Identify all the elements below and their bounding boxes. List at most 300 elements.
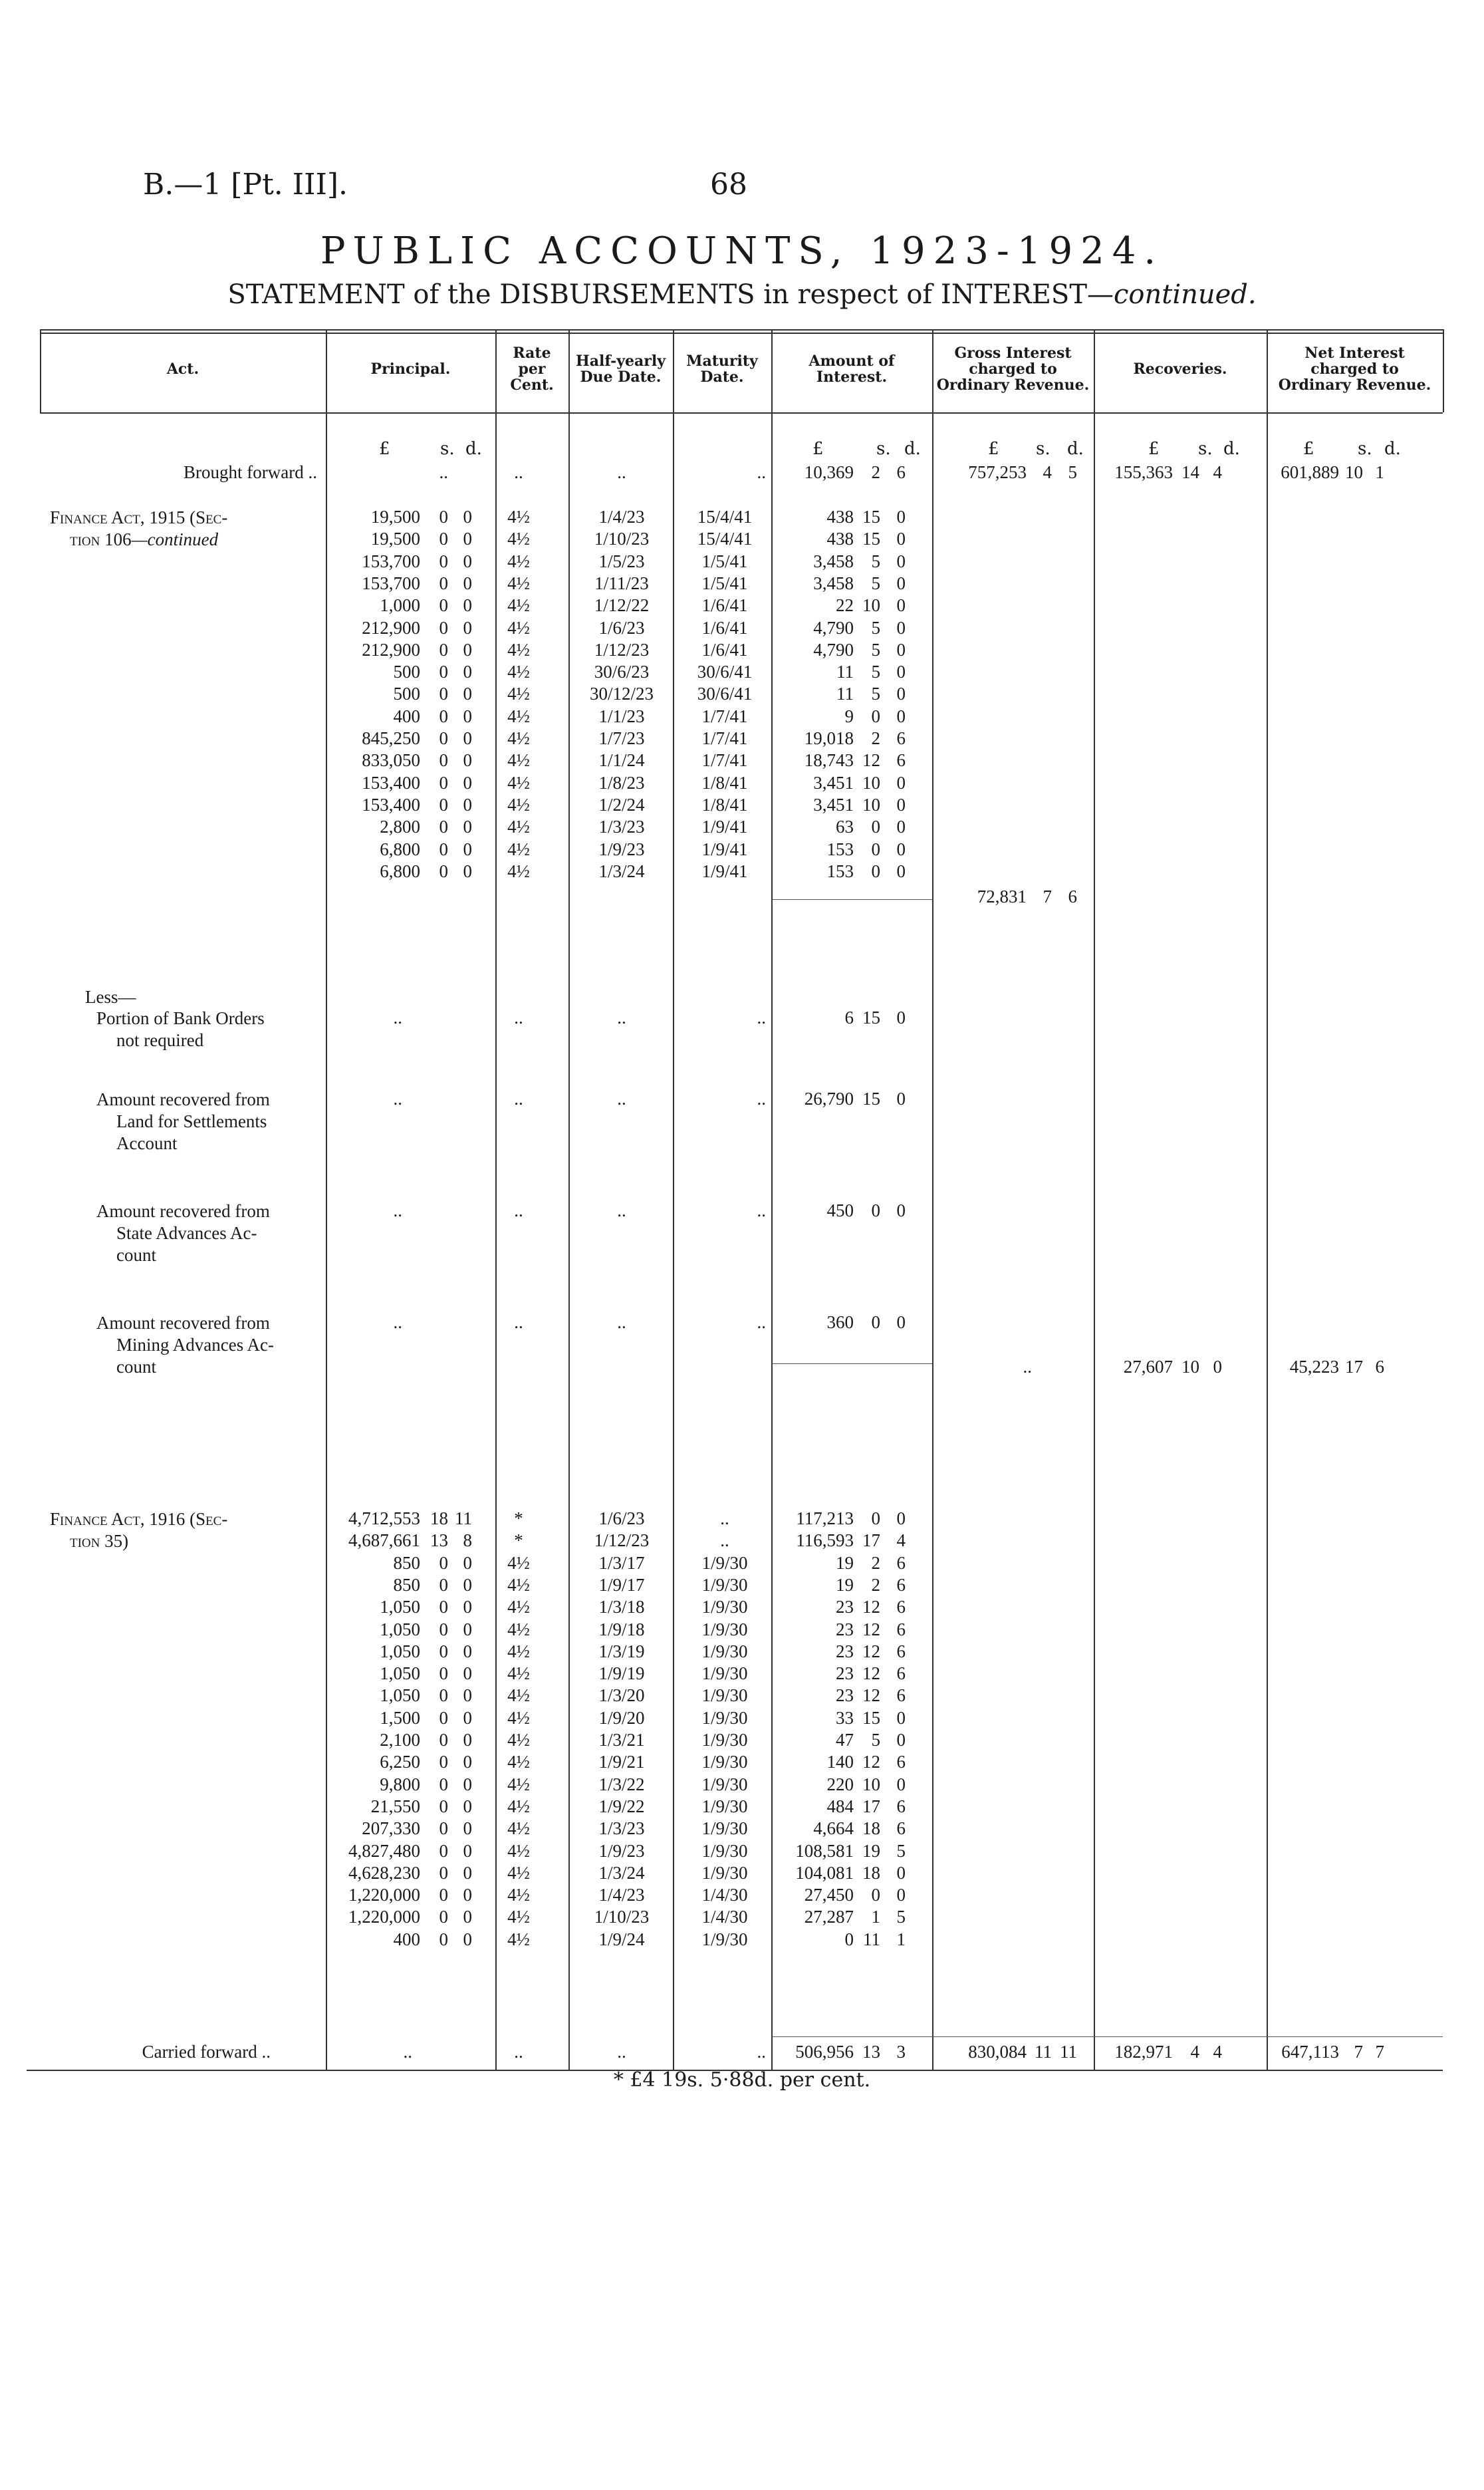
amount-shillings: 2: [871, 462, 880, 482]
unit-pence: d.: [1223, 439, 1240, 459]
principal-shillings: 0: [439, 529, 448, 549]
principal-pence: 0: [463, 662, 472, 682]
table-row: [0, 1663, 1484, 1685]
amount-pence: 0: [896, 1862, 906, 1883]
due-date-cell: 1/3/22: [598, 1774, 645, 1794]
principal-pounds: 845,250: [362, 728, 420, 748]
rate-cell: 4½: [507, 817, 530, 837]
col-header-amount: Amount of Interest.: [808, 352, 895, 386]
principal-pounds: 153,700: [362, 551, 420, 571]
maturity-cell: 1/9/30: [701, 1840, 748, 1861]
recoveries-pounds: 27,607: [1123, 1357, 1173, 1377]
principal-pence: 0: [463, 684, 472, 704]
subtitle-main: STATEMENT of the DISBURSEMENTS in respect of INTEREST: [227, 279, 1087, 310]
due-date-cell: 1/10/23: [594, 1907, 650, 1927]
rate-cell: 4½: [507, 1752, 530, 1772]
table-row: [0, 1907, 1484, 1929]
principal-pounds: 1,220,000: [348, 1907, 420, 1927]
amount-pence: 0: [896, 1200, 906, 1220]
principal-pence: 8: [463, 1530, 472, 1551]
amount-pence: 0: [896, 706, 906, 726]
amount-pence: 6: [896, 1796, 906, 1816]
amount-pounds: 26,790: [804, 1089, 854, 1109]
principal-shillings: 0: [439, 1707, 448, 1728]
due-date-cell: 1/8/23: [598, 772, 645, 793]
maturity-cell: 1/9/30: [701, 1641, 748, 1661]
rate-cell: ..: [514, 1312, 523, 1332]
principal-pounds: 207,330: [362, 1818, 420, 1839]
amount-shillings: 11: [863, 1929, 880, 1949]
principal-pounds: 1,050: [380, 1641, 420, 1661]
due-date-cell: 1/3/18: [598, 1597, 645, 1617]
maturity-cell: 15/4/41: [697, 529, 753, 549]
amount-pence: 0: [896, 861, 906, 881]
amount-pence: 6: [896, 1818, 906, 1839]
amount-pence: 0: [896, 529, 906, 549]
rate-cell: *: [514, 1530, 523, 1551]
amount-pence: 0: [896, 639, 906, 660]
rate-cell: 4½: [507, 1685, 530, 1706]
maturity-cell: ..: [757, 1200, 766, 1220]
maturity-cell: 1/9/41: [701, 861, 748, 881]
rate-cell: 4½: [507, 1730, 530, 1750]
maturity-cell: 15/4/41: [697, 507, 753, 527]
amount-pence: 6: [896, 1552, 906, 1573]
amount-pounds: 116,593: [796, 1530, 854, 1551]
principal-pence: 0: [463, 573, 472, 593]
amount-shillings: 12: [862, 1619, 880, 1639]
principal-pence: 0: [463, 750, 472, 771]
amount-pence: 0: [896, 684, 906, 704]
due-date-cell: 1/9/24: [598, 1929, 645, 1949]
amount-pounds: 153: [826, 861, 854, 881]
table-row: [0, 1641, 1484, 1663]
amount-pounds: 484: [826, 1796, 854, 1816]
amount-pence: 0: [896, 507, 906, 527]
maturity-cell: 1/9/30: [701, 1574, 748, 1595]
due-date-cell: 1/10/23: [594, 529, 650, 549]
maturity-cell: 1/7/41: [701, 706, 748, 726]
amount-pounds: 27,450: [804, 1885, 854, 1905]
amount-pence: 0: [896, 617, 906, 638]
principal-pence: 0: [463, 1730, 472, 1750]
unit-shilling: s.: [876, 439, 891, 459]
principal-shillings: 0: [439, 861, 448, 881]
table-row: [0, 1575, 1484, 1597]
principal-pence: 0: [463, 507, 472, 527]
table-row: [0, 1774, 1484, 1796]
principal-pence: 0: [463, 617, 472, 638]
table-row: [0, 839, 1484, 861]
amount-pounds: 19: [836, 1574, 854, 1595]
amount-shillings: 2: [871, 728, 880, 748]
recoveries-pence: 0: [1213, 1357, 1222, 1377]
principal-pence: 0: [463, 1929, 472, 1949]
less-item-line: Portion of Bank Orders: [96, 1008, 265, 1028]
principal-pence: 0: [463, 1663, 472, 1684]
maturity-cell: 1/7/41: [701, 728, 748, 748]
less-totals-row: [0, 1357, 1484, 1379]
rate-cell: ..: [514, 1008, 523, 1028]
principal-pounds: 6,250: [380, 1752, 420, 1772]
amount-pounds: 506,956: [795, 2042, 854, 2062]
gross-cell: ..: [1023, 1357, 1032, 1377]
table-row: [0, 861, 1484, 883]
gross-pounds: 757,253: [968, 462, 1027, 482]
principal-pounds: 850: [393, 1574, 420, 1595]
rate-cell: 4½: [507, 1707, 530, 1728]
due-date-cell: 1/3/24: [598, 1862, 645, 1883]
amount-shillings: 10: [862, 794, 880, 815]
page-title: PUBLIC ACCOUNTS, 1923-1924.: [320, 229, 1164, 273]
table-row: [0, 706, 1484, 728]
amount-pounds: 6: [844, 1008, 854, 1028]
amount-pounds: 3,458: [813, 551, 854, 571]
carried-forward-rule: [773, 2036, 1443, 2037]
amount-pence: 6: [896, 728, 906, 748]
due-date-cell: 1/4/23: [598, 507, 645, 527]
principal-pence: 11: [455, 1508, 472, 1528]
carried-forward-label: Carried forward ..: [142, 2042, 271, 2062]
principal-pence: 0: [463, 728, 472, 748]
amount-shillings: 17: [862, 1530, 880, 1551]
less-item-line: Amount recovered from: [96, 1201, 270, 1221]
principal-shillings: 0: [439, 1641, 448, 1661]
due-date-cell: ..: [617, 1200, 626, 1220]
gross-pence: 5: [1068, 462, 1077, 482]
principal-cell: ..: [393, 1312, 402, 1332]
principal-pounds: 500: [393, 662, 420, 682]
principal-shillings: 0: [439, 794, 448, 815]
principal-pounds: 4,628,230: [348, 1862, 420, 1883]
due-date-cell: 1/11/23: [594, 573, 649, 593]
statement-subtitle: [0, 279, 1484, 310]
rate-cell: 4½: [507, 1574, 530, 1595]
principal-shillings: 0: [439, 817, 448, 837]
maturity-cell: 1/4/30: [701, 1885, 748, 1905]
principal-pence: 0: [463, 1774, 472, 1794]
maturity-cell: 1/9/30: [701, 1707, 748, 1728]
act-1915-title-section: tion 106: [70, 529, 132, 549]
table-row: [0, 1597, 1484, 1619]
unit-shilling: s.: [1036, 439, 1051, 459]
amount-shillings: 12: [862, 750, 880, 771]
amount-shillings: 15: [862, 529, 880, 549]
principal-shillings: 0: [439, 1730, 448, 1750]
less-item-line: Amount recovered from: [96, 1313, 270, 1333]
maturity-cell: 1/9/30: [701, 1818, 748, 1839]
rate-cell: ..: [514, 1200, 523, 1220]
unit-shilling: s.: [440, 439, 455, 459]
amount-shillings: 0: [871, 1885, 880, 1905]
less-item-line: Mining Advances Ac-: [116, 1335, 274, 1355]
rate-cell: 4½: [507, 529, 530, 549]
table-row: [0, 1730, 1484, 1752]
rate-cell: 4½: [507, 595, 530, 616]
maturity-cell: 1/8/41: [701, 772, 748, 793]
rate-cell: ..: [514, 2042, 523, 2062]
principal-pounds: 6,800: [380, 861, 420, 881]
rate-cell: 4½: [507, 750, 530, 771]
amount-pounds: 22: [836, 595, 854, 616]
col-header-act: Act.: [166, 360, 199, 378]
amount-shillings: 5: [871, 551, 880, 571]
principal-pounds: 153,700: [362, 573, 420, 593]
amount-pence: 4: [896, 1530, 906, 1551]
recoveries-shillings: 14: [1181, 462, 1199, 482]
due-date-cell: 1/3/24: [598, 861, 645, 881]
rate-cell: 4½: [507, 839, 530, 859]
amount-shillings: 12: [862, 1685, 880, 1706]
recoveries-pence: 4: [1213, 462, 1222, 482]
maturity-cell: 1/9/30: [701, 1752, 748, 1772]
recoveries-shillings: 10: [1181, 1357, 1199, 1377]
gross-shillings: 4: [1043, 462, 1052, 482]
less-item-line: Account: [116, 1133, 178, 1153]
net-pounds: 647,113: [1281, 2042, 1339, 2062]
principal-pounds: 1,500: [380, 1707, 420, 1728]
principal-shillings: 0: [439, 507, 448, 527]
rate-cell: 4½: [507, 1597, 530, 1617]
due-date-cell: 1/9/21: [598, 1752, 645, 1772]
amount-pounds: 153: [826, 839, 854, 859]
principal-shillings: 0: [439, 706, 448, 726]
amount-shillings: 15: [862, 1008, 880, 1028]
act-1916-title-line1: Finance Act, 1916 (Sec-: [50, 1509, 228, 1529]
maturity-cell: 1/9/30: [701, 1796, 748, 1816]
amount-pence: 0: [896, 1312, 906, 1332]
act-1916-heading: [50, 1508, 227, 1552]
principal-shillings: 0: [439, 1840, 448, 1861]
unit-pence: d.: [1384, 439, 1401, 459]
less-row-state-advances: [0, 1200, 1484, 1222]
principal-shillings: 0: [439, 1796, 448, 1816]
amount-pounds: 23: [836, 1597, 854, 1617]
principal-shillings: 0: [439, 1885, 448, 1905]
rate-cell: 4½: [507, 728, 530, 748]
amount-pence: 5: [896, 1907, 906, 1927]
table-row: [0, 1841, 1484, 1863]
amount-pence: 0: [896, 662, 906, 682]
amount-pence: 0: [896, 595, 906, 616]
principal-pounds: 4,687,661: [348, 1530, 420, 1551]
unit-pound: £: [988, 439, 999, 459]
principal-pence: 0: [463, 529, 472, 549]
amount-pence: 0: [896, 817, 906, 837]
rate-cell: 4½: [507, 1619, 530, 1639]
principal-pounds: 212,900: [362, 617, 420, 638]
maturity-cell: 1/4/30: [701, 1907, 748, 1927]
maturity-cell: 1/9/30: [701, 1597, 748, 1617]
table-row: [0, 1818, 1484, 1840]
table-row: [0, 1863, 1484, 1885]
amount-pence: 3: [896, 2042, 906, 2062]
gross-shillings: 7: [1043, 887, 1052, 906]
amount-pounds: 11: [836, 662, 854, 682]
amount-pounds: 3,451: [813, 794, 854, 815]
principal-shillings: 0: [439, 1574, 448, 1595]
amount-pounds: 104,081: [795, 1862, 854, 1883]
amount-shillings: 2: [871, 1574, 880, 1595]
principal-pounds: 1,050: [380, 1619, 420, 1639]
amount-pounds: 117,213: [796, 1508, 854, 1528]
principal-pounds: 1,050: [380, 1685, 420, 1706]
amount-pounds: 0: [844, 1929, 854, 1949]
rate-cell: ..: [514, 1089, 523, 1109]
maturity-cell: 30/6/41: [697, 662, 753, 682]
maturity-cell: 1/9/30: [701, 1929, 748, 1949]
amount-shillings: 10: [862, 1774, 880, 1794]
less-heading: Less—: [85, 987, 136, 1007]
principal-shillings: 0: [439, 551, 448, 571]
rate-cell: 4½: [507, 1552, 530, 1573]
principal-shillings: 0: [439, 662, 448, 682]
due-date-cell: 1/3/23: [598, 1818, 645, 1839]
due-date-cell: ..: [617, 1089, 626, 1109]
amount-pence: 0: [896, 1089, 906, 1109]
unit-pound: £: [379, 439, 390, 459]
amount-shillings: 15: [862, 507, 880, 527]
table-row: [0, 817, 1484, 839]
amount-shillings: 10: [862, 772, 880, 793]
net-pounds: 601,889: [1281, 462, 1339, 482]
due-date-cell: 1/5/23: [598, 551, 645, 571]
rate-cell: 4½: [507, 507, 530, 527]
rate-cell: 4½: [507, 1641, 530, 1661]
table-row: [0, 684, 1484, 706]
due-date-cell: ..: [617, 1312, 626, 1332]
amount-pounds: 438: [826, 529, 854, 549]
principal-shillings: 0: [439, 772, 448, 793]
principal-pounds: 1,000: [380, 595, 420, 616]
principal-shillings: 0: [439, 1619, 448, 1639]
table-row: [0, 507, 1484, 529]
amount-shillings: 12: [862, 1597, 880, 1617]
due-date-cell: 1/3/21: [598, 1730, 645, 1750]
amount-pounds: 140: [826, 1752, 854, 1772]
maturity-cell: 1/9/41: [701, 839, 748, 859]
maturity-cell: 1/9/30: [701, 1685, 748, 1706]
amount-shillings: 13: [862, 2042, 880, 2062]
principal-pounds: 19,500: [370, 529, 420, 549]
rate-cell: 4½: [507, 1818, 530, 1839]
principal-pence: 0: [463, 595, 472, 616]
principal-shillings: 0: [439, 1663, 448, 1684]
amount-pounds: 4,790: [813, 617, 854, 638]
due-date-cell: 1/9/23: [598, 839, 645, 859]
rate-cell: 4½: [507, 861, 530, 881]
amount-pence: 6: [896, 750, 906, 771]
amount-pounds: 108,581: [795, 1840, 854, 1861]
rate-cell: 4½: [507, 1840, 530, 1861]
subtitle-suffix: —continued.: [1087, 279, 1257, 310]
due-date-cell: ..: [617, 2042, 626, 2062]
due-date-cell: 1/6/23: [598, 617, 645, 638]
amount-pence: 0: [896, 1508, 906, 1528]
principal-shillings: 0: [439, 1752, 448, 1772]
due-date-cell: 1/3/20: [598, 1685, 645, 1706]
table-row: [0, 618, 1484, 640]
table-top-rule: [40, 329, 1443, 331]
due-date-cell: 1/9/23: [598, 1840, 645, 1861]
principal-shillings: 0: [439, 1597, 448, 1617]
table-row: [0, 1708, 1484, 1730]
act-1915-title-continued: —continued: [131, 529, 219, 549]
maturity-cell: 1/9/30: [701, 1619, 748, 1639]
principal-pounds: 4,827,480: [348, 1840, 420, 1861]
unit-pound: £: [812, 439, 824, 459]
rate-cell: 4½: [507, 794, 530, 815]
due-date-cell: 1/1/23: [598, 706, 645, 726]
principal-pence: 0: [463, 817, 472, 837]
amount-pounds: 19,018: [804, 728, 854, 748]
principal-pence: 0: [463, 1840, 472, 1861]
amount-pounds: 360: [826, 1312, 854, 1332]
rate-cell: 4½: [507, 662, 530, 682]
brought-forward-row: [0, 462, 1484, 484]
rate-cell: 4½: [507, 1796, 530, 1816]
principal-pounds: 400: [393, 1929, 420, 1949]
amount-pounds: 11: [836, 684, 854, 704]
amount-pounds: 4,790: [813, 639, 854, 660]
due-date-cell: 30/12/23: [589, 684, 654, 704]
amount-pounds: 4,664: [813, 1818, 854, 1839]
principal-cell: ..: [393, 1089, 402, 1109]
maturity-cell: 1/5/41: [701, 573, 748, 593]
less-row-mining-advances: [0, 1312, 1484, 1334]
principal-cell: ..: [393, 1200, 402, 1220]
principal-shillings: 0: [439, 1818, 448, 1839]
amount-pence: 6: [896, 462, 906, 482]
amount-shillings: 5: [871, 573, 880, 593]
amount-shillings: 19: [862, 1840, 880, 1861]
gross-pence: 11: [1060, 2042, 1077, 2062]
col-header-recoveries: Recoveries.: [1133, 360, 1227, 378]
page-number: 68: [710, 168, 747, 202]
amount-shillings: 0: [871, 706, 880, 726]
amount-pounds: 10,369: [804, 462, 854, 482]
maturity-cell: ..: [720, 1508, 729, 1528]
recoveries-pounds: 155,363: [1114, 462, 1173, 482]
gross-pounds: 72,831: [977, 887, 1027, 906]
recoveries-pounds: 182,971: [1114, 2042, 1173, 2062]
table-row: [0, 1752, 1484, 1774]
due-date-cell: ..: [617, 1008, 626, 1028]
principal-pence: 0: [463, 1907, 472, 1927]
principal-pence: 0: [463, 839, 472, 859]
unit-shilling: s.: [1358, 439, 1372, 459]
table-row: [0, 1553, 1484, 1575]
maturity-cell: 1/9/30: [701, 1552, 748, 1573]
less-item-line: not required: [116, 1030, 204, 1050]
principal-shillings: 0: [439, 1685, 448, 1706]
amount-pounds: 63: [836, 817, 854, 837]
principal-pence: 0: [463, 706, 472, 726]
gross-shillings: 11: [1035, 2042, 1052, 2062]
amount-pounds: 23: [836, 1619, 854, 1639]
principal-pounds: 400: [393, 706, 420, 726]
principal-pounds: 4,712,553: [348, 1508, 420, 1528]
header-bottom-rule: [40, 412, 1443, 414]
principal-pounds: 153,400: [362, 772, 420, 793]
table-row: [0, 662, 1484, 684]
principal-pounds: 833,050: [362, 750, 420, 771]
principal-pounds: 21,550: [370, 1796, 420, 1816]
rate-cell: 4½: [507, 1929, 530, 1949]
unit-pence: d.: [1067, 439, 1084, 459]
principal-shillings: 0: [439, 1552, 448, 1573]
amount-pence: 0: [896, 794, 906, 815]
